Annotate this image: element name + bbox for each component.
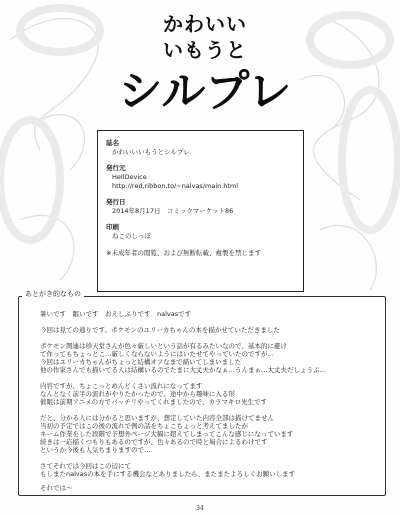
issue-date-label: 発行日: [106, 198, 126, 206]
afterword-line: さてそれでは今回はこの辺にて: [40, 462, 131, 470]
book-name-value: かわいいいもうとシルプレ: [112, 148, 190, 156]
title-line-2: いもうと: [163, 38, 247, 62]
printer-label: 印刷: [106, 223, 119, 231]
issue-date-value: 2014年8月17日 コミックマーケット86: [112, 207, 234, 215]
afterword-title: あとがき的なもの: [22, 289, 84, 299]
copyright-notice: ※未成年者の閲覧、および無断転載、複製を禁じます: [106, 249, 261, 257]
title-line-1: かわいい: [163, 12, 247, 36]
afterword-line: 当初の予定ではこの後の流れで例の話をちょこちょっと考えてましたが: [40, 422, 248, 430]
publisher-label: 発行元: [106, 164, 126, 172]
afterword-line: 続きは一応描くつもりもあるのですが、色々あるので時と場合によるわけです: [40, 438, 268, 446]
afterword-line: 内容ですが、ちょこっとめんどくさい流れになってます: [40, 382, 203, 390]
publisher-url: http://red,ribbon,to/~nalvas/main.html: [112, 182, 239, 190]
afterword-line: 暑いです 眠いです おえしぶりです nalvasです: [40, 310, 192, 318]
afterword-line: 今回は見ての通りです。ポケモンのユリーカちゃんの本を描かせていただきました: [40, 326, 280, 334]
afterword-line: 他の作家さんでも描いてる人は結構いるのでたまに大丈夫かなぁ…うんまぁ…大丈夫だしょうぶ…: [40, 366, 326, 374]
book-title-logo: [100, 8, 310, 126]
publisher-name: HellDevice: [112, 173, 147, 181]
afterword-line: もしまたnalvasの本を手にする機会などありましたら、またまたよろしくお願いします: [40, 470, 296, 478]
printer-value: ねこのしっぽ: [112, 232, 151, 240]
afterword-line: 催眠は前期アニメの方でバッチリやってくれましたので、カラマキロ先生です: [40, 398, 268, 406]
afterword-line: ポケモン関連は珍天堂さんが色々厳しいという話が有るみたいなので、基本的に避け: [40, 342, 287, 350]
title-line-3: シルプレ: [118, 66, 292, 117]
afterword-line: というか今後も人気ちまりますので…: [40, 446, 151, 454]
afterword-line: なんとなく前半の流れがやりたかったので、途中から趣味に入る形: [40, 390, 235, 398]
afterword-line: 今回はユリーカちゃんがちょっと結構オフなまで描いてしまいました: [40, 358, 242, 366]
page-number: 34: [196, 505, 204, 512]
colophon-box: [97, 130, 304, 292]
afterword-line: それでは〜: [40, 484, 73, 492]
afterword-line: て作ってもちょっとこ…厳しくならないようにはいたせてやっていたのですが…: [40, 350, 274, 358]
book-name-label: 誌名: [106, 139, 119, 147]
afterword-line: ネーム作業をした段階で予想外ページ大幅に超えてしまってこんな感じになっています: [40, 430, 294, 438]
afterword-line: だと、分かる人には分かると思いますが、想定していた内容全部は描けてません: [40, 414, 274, 422]
